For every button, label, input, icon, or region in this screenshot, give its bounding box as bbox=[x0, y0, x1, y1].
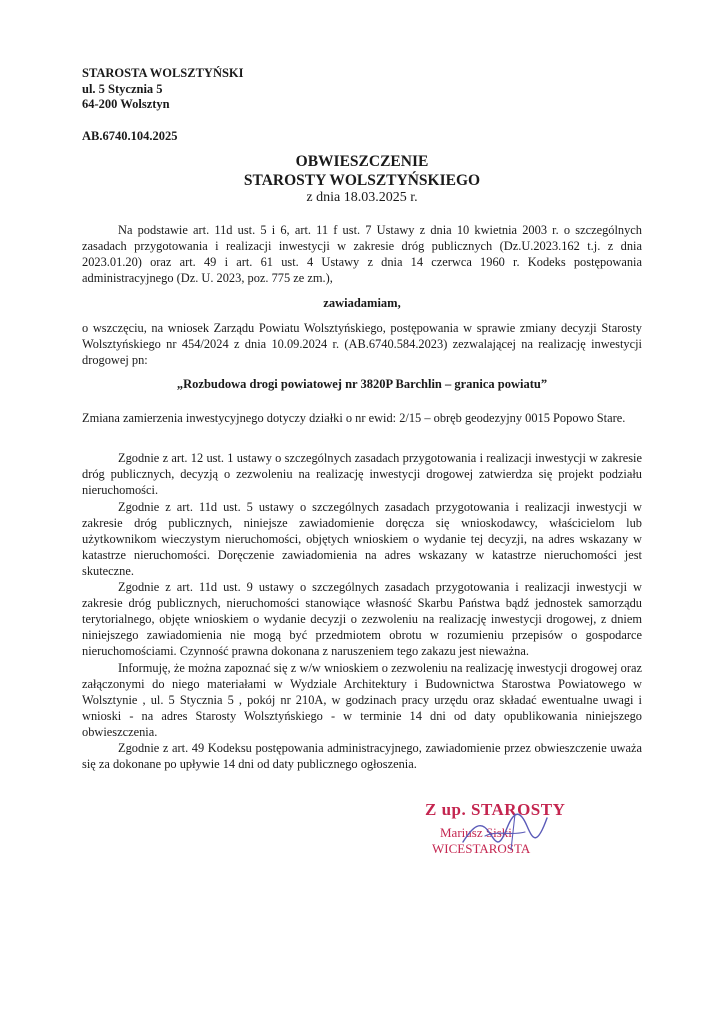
project-name: „Rozbudowa drogi powiatowej nr 3820P Barchlin – granica powiatu” bbox=[176, 377, 548, 391]
sender-city: 64-200 Wolsztyn bbox=[82, 97, 170, 111]
case-reference: AB.6740.104.2025 bbox=[82, 129, 178, 143]
article-11d-9-paragraph: Zgodnie z art. 11d ust. 9 ustawy o szczególnych zasadach przygotowania i realizacji inwestycji w zakresie dróg publicznych, nieruchomości stanowiące własność Skarbu Państwa bądź jednostek samorządu terytorialnego, objęte wnioskiem o wydanie decyzji o zezwoleniu na realizację inwestycji drogowej, z dniem niniejszego zawiadomienia nie mogą być przedmiotem obrotu w rozumieniu przepisów o gospodarce nieruchomościami. Czynność prawna dokonana z naruszeniem tego zakazu jest nieważna. bbox=[82, 580, 642, 658]
article-11d-5-paragraph: Zgodnie z art. 11d ust. 5 ustawy o szczególnych zasadach przygotowania i realizacji inwestycji w zakresie dróg publicznych, niniejsze zawiadomienie doręcza się wnioskodawcy, właścicielom lub użytkownikom wieczystym nieruchomości, objętych wnioskiem o wydanie tej decyzji, na adres wskazany w katastrze nieruchomości. Doręczenie zawiadomienia na adres wskazany w katastrze nieruchomości jest skuteczne. bbox=[82, 500, 642, 578]
legal-basis-paragraph: Na podstawie art. 11d ust. 5 i 6, art. 11 f ust. 7 Ustawy z dnia 10 kwietnia 2003 r. o szczególnych zasadach przygotowania i realizacji inwestycji w zakresie dróg publicznych (Dz.U.2023.162 t.j. z dnia 2023.01.20) oraz art. 49 i art. 61 ust. 4 Ustawy z dnia 14 czerwca 1960 r. Kodeks postępowania administracyjnego (Dz. U. 2023, poz. 775 ze zm.), bbox=[82, 223, 642, 285]
article-49-paragraph: Zgodnie z art. 49 Kodeksu postępowania administracyjnego, zawiadomienie przez obwieszczenie uważa się za dokonane po upływie 14 dni od daty publicznego ogłoszenia. bbox=[82, 741, 642, 771]
article-12-paragraph: Zgodnie z art. 12 ust. 1 ustawy o szczególnych zasadach przygotowania i realizacji inwestycji w zakresie dróg publicznych, decyzją o zezwoleniu na realizację inwestycji drogowej zatwierdza się projekt podziału nieruchomości. bbox=[82, 451, 642, 497]
sender-street: ul. 5 Stycznia 5 bbox=[82, 81, 163, 96]
notification-heading: zawiadamiam, bbox=[323, 296, 401, 310]
stamp-signatory-name: Mariusz Siski bbox=[440, 825, 512, 840]
stamp-signatory-title: WICESTAROSTA bbox=[432, 841, 531, 856]
handwritten-signature bbox=[455, 806, 555, 856]
document-date: z dnia 18.03.2025 r. bbox=[306, 190, 418, 205]
inspection-paragraph: Informuję, że można zapoznać się z w/w wnioskiem o zezwoleniu na realizację inwestycji drogowej oraz załączonymi do niego materiałami w Wydziale Architektury i Budownictwa Starostwa Powiatowego w Wolsztynie , ul. 5 Stycznia 5 , pokój nr 210A, w godzinach pracy urzędu oraz składać ewentualne uwagi i wnioski - na adres Starosty Wolsztyńskiego - w terminie 14 dni od daty opublikowania niniejszego obwieszczenia. bbox=[82, 661, 642, 739]
document-title: OBWIESZCZENIE bbox=[295, 153, 429, 170]
official-stamp bbox=[400, 800, 580, 860]
parcel-paragraph: Zmiana zamierzenia inwestycyjnego dotyczy działki o nr ewid: 2/15 – obręb geodezyjny 0015 Popowo Stare. bbox=[82, 411, 626, 425]
sender-address bbox=[82, 66, 244, 113]
sender-name: STAROSTA WOLSZTYŃSKI bbox=[82, 66, 244, 80]
initiation-paragraph: o wszczęciu, na wniosek Zarządu Powiatu Wolsztyńskiego, postępowania w sprawie zmiany decyzji Starosty Wolsztyńskiego nr 454/2024 z dnia 10.09.2024 r. (AB.6740.584.2023) zezwalającej na realizację inwestycji drogowej pn: bbox=[82, 321, 642, 367]
stamp-authority-line: Z up. STAROSTY bbox=[425, 800, 566, 819]
document-issuer: STAROSTY WOLSZTYŃSKIEGO bbox=[243, 172, 481, 189]
